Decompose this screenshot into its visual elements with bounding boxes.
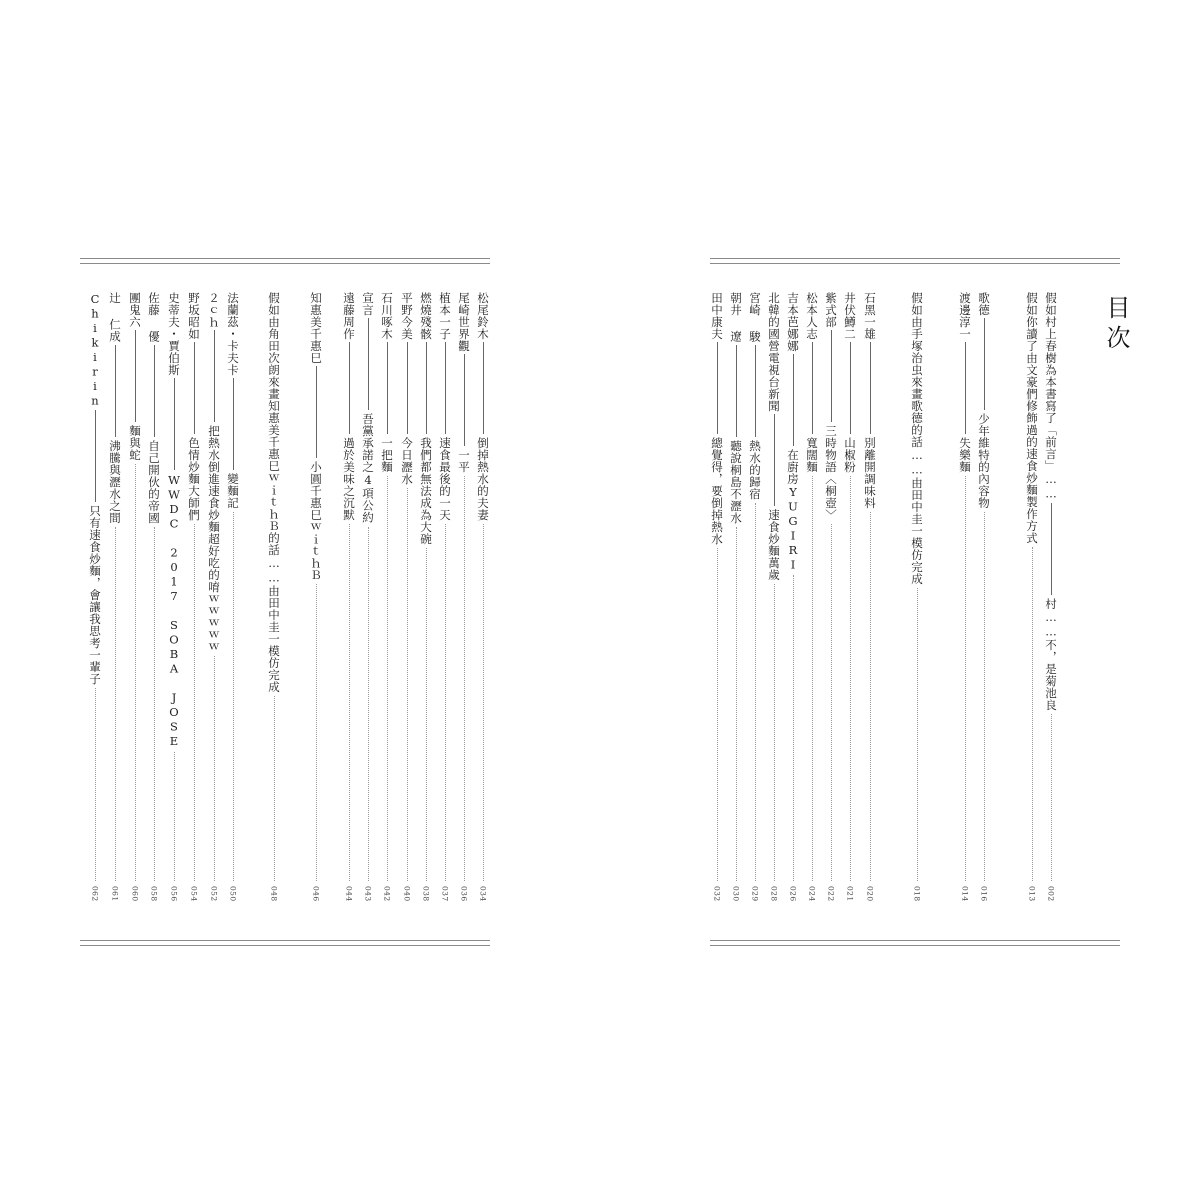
toc-page-number: 020 [865, 886, 875, 902]
toc-entry-work: 只有速食炒麵，會讓我思考一輩子 [88, 505, 102, 685]
toc-page-number: 058 [149, 886, 159, 902]
toc-page-number: 046 [311, 886, 321, 902]
toc-dash-rule [1051, 503, 1052, 595]
toc-entry[interactable] [187, 292, 201, 902]
toc-leader-dots [426, 548, 427, 881]
toc-entry-author: 紫式部 [824, 292, 838, 328]
toc-dash-rule [214, 330, 215, 422]
toc-page-number: 044 [344, 886, 354, 902]
toc-entry-work: 自己開伙的帝國 [147, 439, 161, 524]
toc-dash-rule [736, 345, 737, 437]
toc-entry-work: 聽說桐島不瀝水 [729, 439, 743, 524]
toc-entry[interactable] [128, 292, 142, 902]
toc-entry-work: 寬闊麵 [805, 437, 819, 473]
toc-leader-dots [464, 476, 465, 881]
toc-entry-author: 石川啄木 [380, 292, 394, 340]
toc-page-number: 032 [712, 886, 722, 902]
toc-dash-rule [387, 342, 388, 434]
top-rule [80, 258, 490, 264]
toc-entry-work: 一平 [457, 449, 471, 473]
toc-page-number: 042 [382, 886, 392, 902]
toc-entry-work: 沸騰與瀝水之間 [108, 439, 122, 524]
toc-entry-work: 別離開調味料 [863, 437, 877, 509]
toc-dash-rule [154, 345, 155, 437]
toc-page-number: 021 [845, 886, 855, 902]
toc-entry[interactable] [342, 292, 356, 902]
toc-page-number: 054 [189, 886, 199, 902]
toc-entry-author: 平野今美 [400, 292, 414, 340]
toc-entry[interactable] [147, 292, 161, 902]
toc-leader-dots [774, 584, 775, 881]
toc-entry-author: 田中康夫 [710, 292, 724, 340]
toc-entry-work: 吾黨承諾之4項公約 [361, 413, 375, 524]
toc-leader-dots [831, 524, 832, 881]
toc-dash-rule [464, 354, 465, 446]
toc-leader-dots [850, 476, 851, 881]
toc-leader-dots [316, 584, 317, 881]
toc-entry-work: 過於美味之沉默 [342, 437, 356, 521]
toc-entry-author: 植本一子 [438, 292, 452, 340]
toc-dash-rule [831, 330, 832, 422]
toc-dash-rule [174, 378, 175, 470]
toc-entry-work: 村……不，是菊池良 [1044, 598, 1058, 711]
toc-dash-rule [717, 342, 718, 434]
toc-dash-rule [407, 342, 408, 434]
toc-dash-rule [812, 342, 813, 434]
toc-page-number: 014 [960, 886, 970, 902]
toc-entry-work: 麵與蛇 [128, 425, 142, 461]
toc-dash-rule [483, 342, 484, 434]
toc-entry-work: 速食炒麵萬歲 [767, 509, 781, 581]
toc-page-number: 034 [478, 886, 488, 902]
toc-leader-dots [233, 512, 234, 881]
toc-entry[interactable] [710, 292, 724, 902]
toc-dash-rule [194, 342, 195, 434]
toc-dash-rule [850, 342, 851, 434]
toc-entry-author: 遠藤周作 [342, 292, 356, 340]
toc-entry-work: 熱水的歸宿 [748, 439, 762, 500]
toc-entry[interactable] [108, 292, 122, 902]
toc-dash-rule [368, 318, 369, 410]
toc-page-number: 036 [459, 886, 469, 902]
toc-entry[interactable] [1044, 292, 1058, 902]
toc-page-number: 016 [979, 886, 989, 902]
toc-entry-work: 把熱水倒進速食炒麵超好吃的唷ｗｗｗｗｗ [207, 425, 221, 653]
toc-dash-rule [755, 345, 756, 437]
toc-dash-rule [115, 345, 116, 437]
toc-entry[interactable] [419, 292, 433, 902]
toc-leader-dots [917, 588, 918, 881]
toc-dash-rule [95, 410, 96, 502]
toc-dash-rule [445, 342, 446, 434]
toc-entry-author: 渡邊淳一 [958, 292, 972, 340]
toc-entry[interactable] [729, 292, 743, 902]
toc-entry[interactable] [958, 292, 972, 902]
toc-page-number: 048 [269, 886, 279, 902]
toc-page-number: 026 [788, 886, 798, 902]
toc-entry-work: 速食最後的一天 [438, 437, 452, 521]
toc-leader-dots [1032, 547, 1033, 881]
toc-entry[interactable] [88, 292, 102, 902]
toc-page-number: 052 [209, 886, 219, 902]
toc-page-number: 040 [402, 886, 412, 902]
toc-entry-author: 團鬼六 [128, 292, 142, 328]
toc-entry-author: Chikirin [88, 292, 102, 408]
toc-entry[interactable] [786, 292, 800, 902]
toc-page-number: 028 [769, 886, 779, 902]
toc-title: 目次 [1102, 295, 1130, 355]
toc-entry[interactable] [977, 292, 991, 902]
toc-entry[interactable] [207, 292, 221, 902]
toc-leader-dots [368, 527, 369, 882]
toc-page-number: 030 [731, 886, 741, 902]
toc-page-number: 038 [421, 886, 431, 902]
toc-dash-rule [426, 342, 427, 434]
toc-entry-author: 松本人志 [805, 292, 819, 340]
toc-entry-work: 總覺得，要倒掉熱水 [710, 437, 724, 545]
toc-entry-work: 失樂麵 [958, 437, 972, 473]
toc-leader-dots [387, 476, 388, 881]
toc-leader-dots [95, 688, 96, 881]
toc-entry[interactable] [863, 292, 877, 902]
toc-dash-rule [793, 354, 794, 446]
toc-dash-rule [316, 366, 317, 458]
toc-entry-work: 小圓千惠巳ｗｉｔｈＢ [309, 461, 323, 581]
toc-page-number: 060 [130, 886, 140, 902]
toc-page-number: 024 [807, 886, 817, 902]
toc-entry-work: 色情炒麵大師們 [187, 437, 201, 521]
toc-entry-author: 假如你讀了由文豪們修飾過的速食炒麵製作方式 [1025, 292, 1039, 544]
toc-leader-dots [135, 464, 136, 881]
toc-entry-author: 佐藤 優 [147, 292, 161, 343]
toc-leader-dots [174, 752, 175, 882]
toc-entry[interactable] [748, 292, 762, 902]
toc-leader-dots [812, 476, 813, 881]
toc-dash-rule [965, 342, 966, 434]
toc-page-number: 022 [826, 886, 836, 902]
toc-entry-author: 假如由手塚治虫來畫歌德的話……由田中圭一模仿完成 [910, 292, 924, 585]
toc-leader-dots [274, 696, 275, 881]
toc-entry[interactable] [476, 292, 490, 902]
toc-dash-rule [774, 414, 775, 506]
toc-entry[interactable] [226, 292, 240, 902]
toc-entry-author: 宮崎 駿 [748, 292, 762, 343]
toc-entry[interactable] [767, 292, 781, 902]
toc-leader-dots [214, 656, 215, 881]
toc-dash-rule [349, 342, 350, 434]
toc-entry-author: 假如村上春樹為本書寫了「前言」…… [1044, 292, 1058, 501]
toc-entry[interactable] [457, 292, 471, 902]
toc-dash-rule [135, 330, 136, 422]
toc-leader-dots [483, 524, 484, 881]
toc-page-number: 037 [440, 886, 450, 902]
toc-leader-dots [154, 527, 155, 882]
toc-entry-author: 吉本芭娜娜 [786, 292, 800, 352]
toc-page-number: 029 [750, 886, 760, 902]
toc-page-number: 002 [1046, 886, 1056, 902]
toc-leader-dots [736, 527, 737, 882]
toc-entry-author: 燃燒殘骸 [419, 292, 433, 340]
toc-leader-dots [115, 527, 116, 882]
toc-leader-dots [755, 503, 756, 882]
toc-page-number: 018 [912, 886, 922, 902]
toc-entry[interactable] [824, 292, 838, 902]
toc-entry-author: 法蘭茲・卡夫卡 [226, 292, 240, 376]
toc-leader-dots [870, 512, 871, 881]
toc-entry[interactable] [1025, 292, 1039, 902]
bottom-rule [80, 940, 490, 946]
toc-entry[interactable] [910, 292, 924, 902]
toc-entry-work: 倒掉熱水的夫妻 [476, 437, 490, 521]
toc-entry-author: 史蒂夫・賈伯斯 [167, 292, 181, 376]
toc-entry-author: 朝井 遼 [729, 292, 743, 343]
toc-entry[interactable] [438, 292, 452, 902]
toc-leader-dots [793, 575, 794, 881]
toc-entry[interactable] [380, 292, 394, 902]
toc-entry-work: 一把麵 [380, 437, 394, 473]
toc-page-number: 043 [363, 886, 373, 902]
right-page [600, 0, 1200, 1200]
toc-entry-author: 松尾鈴木 [476, 292, 490, 340]
toc-page-number: 013 [1027, 886, 1037, 902]
toc-leader-dots [717, 548, 718, 881]
toc-entry-author: 知惠美千惠巳 [309, 292, 323, 364]
toc-entry-work: 在廚房YUGIRI [786, 449, 800, 572]
toc-entry-work: 少年維特的內容物 [977, 413, 991, 509]
toc-page-number: 050 [228, 886, 238, 902]
toc-page-number: 056 [169, 886, 179, 902]
toc-entry[interactable] [805, 292, 819, 902]
toc-dash-rule [984, 318, 985, 410]
toc-entry-author: 野坂昭如 [187, 292, 201, 340]
toc-page-number: 061 [110, 886, 120, 902]
toc-leader-dots [407, 488, 408, 881]
toc-leader-dots [349, 524, 350, 881]
toc-dash-rule [870, 342, 871, 434]
toc-entry-work: 三時物語〈桐壺〉 [824, 425, 838, 521]
toc-entry-work: 變麵記 [226, 473, 240, 509]
toc-entry[interactable] [400, 292, 414, 902]
toc-entry-author: 北韓的國營電視台新聞 [767, 292, 781, 412]
toc-leader-dots [965, 476, 966, 881]
toc-entry[interactable] [167, 292, 181, 902]
toc-leader-dots [194, 524, 195, 881]
toc-entry-author: 尾崎世界觀 [457, 292, 471, 352]
toc-entry-author: 宣言 [361, 292, 375, 316]
toc-entry-author: 石黑一雄 [863, 292, 877, 340]
toc-entry-author: 井伏鱒二 [843, 292, 857, 340]
toc-entry-work: 山椒粉 [843, 437, 857, 473]
toc-entry-author: 歌德 [977, 292, 991, 316]
toc-page-number: 062 [90, 886, 100, 902]
toc-entry-author: 假如由角田次朗來畫知惠美千惠巳ｗｉｔｈＢ的話……由田中圭一模仿完成 [267, 292, 281, 693]
toc-dash-rule [233, 378, 234, 470]
toc-entry-author: ２ｃｈ [207, 292, 221, 328]
top-rule [710, 258, 1120, 264]
toc-entry[interactable] [361, 292, 375, 902]
toc-leader-dots [445, 524, 446, 881]
toc-entry-author: 辻 仁成 [108, 292, 122, 343]
toc-entry-work: 我們都無法成為大碗 [419, 437, 433, 545]
toc-entry[interactable] [843, 292, 857, 902]
toc-entry[interactable] [267, 292, 281, 902]
bottom-rule [710, 940, 1120, 946]
toc-entry[interactable] [309, 292, 323, 902]
toc-leader-dots [984, 512, 985, 881]
toc-leader-dots [1051, 714, 1052, 881]
toc-entry-work: 今日瀝水 [400, 437, 414, 485]
toc-entry-work: WWDC 2017 SOBA JOSE [167, 473, 181, 749]
